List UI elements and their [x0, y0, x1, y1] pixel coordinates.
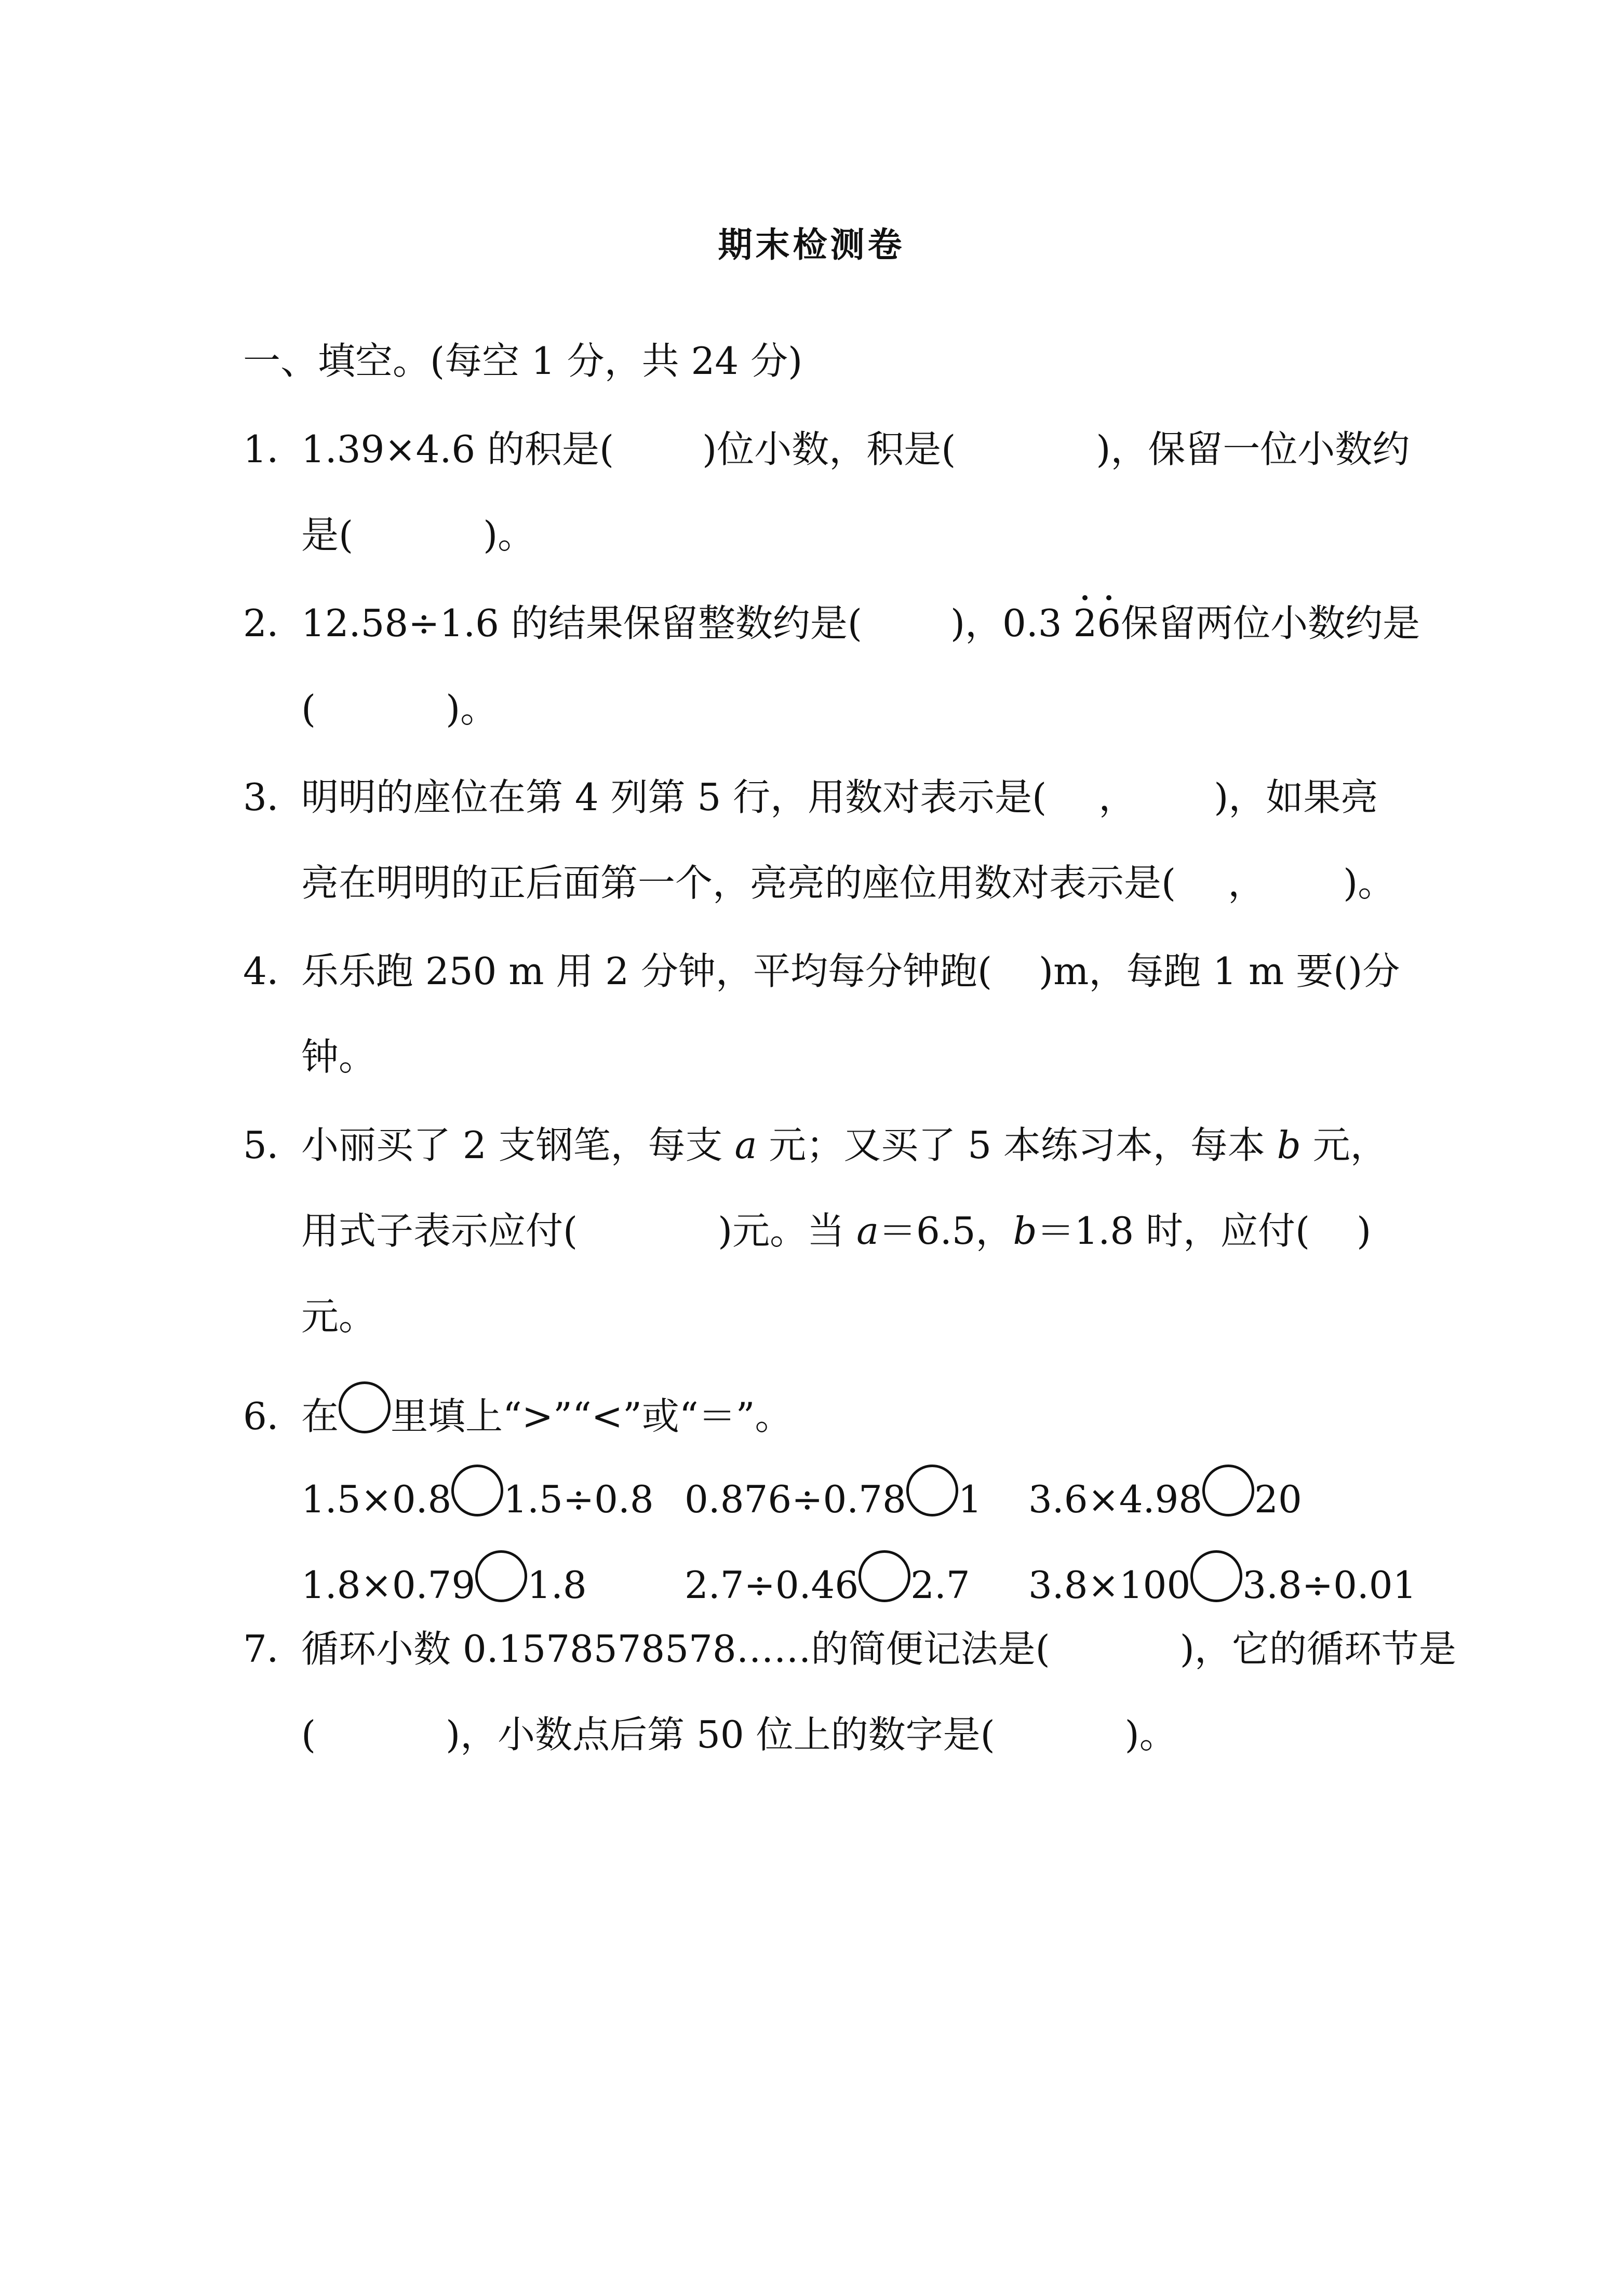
question-3-line-2: 亮在明明的正后面第一个，亮亮的座位用数对表示是( ， )。	[301, 861, 1396, 905]
question-number: 2．	[243, 601, 304, 645]
compare-circle-input[interactable]	[475, 1550, 527, 1602]
question-4-line-1: 4．乐乐跑 250 m 用 2 分钟，平均每分钟跑( )m，每跑 1 m 要()分	[243, 948, 1400, 995]
compare-circle-input[interactable]	[906, 1465, 958, 1516]
compare-item: 1.5×0.8 1.5÷0.8	[301, 1465, 654, 1523]
compare-item: 2.7÷0.46 2.7	[685, 1550, 970, 1608]
question-6-line-1: 6．在 里填上“>”“<”或“＝”。	[243, 1381, 793, 1440]
question-number: 6．	[243, 1394, 304, 1438]
repeating-digit-2: 2	[1074, 601, 1097, 645]
compare-circle-input[interactable]	[451, 1465, 503, 1516]
question-2-line-1: 2．12.58÷1.6 的结果保留整数约是( )，0.3 2 6 保留两位小数约是	[243, 600, 1420, 647]
question-4-line-2: 钟。	[301, 1035, 377, 1079]
compare-item: 3.8×100 3.8÷0.01	[1028, 1550, 1416, 1608]
question-number: 5．	[243, 1123, 304, 1167]
question-5-line-3: 元。	[301, 1295, 377, 1338]
question-number: 4．	[243, 949, 304, 993]
repeating-digit-6: 6	[1097, 601, 1121, 645]
question-5-line-1: 5．小丽买了 2 支钢笔，每支 a 元；又买了 5 本练习本，每本 b 元，	[243, 1122, 1388, 1169]
compare-item: 0.876÷0.78 1	[685, 1465, 982, 1523]
section-heading: 一、填空。(每空 1 分，共 24 分)	[243, 339, 803, 383]
question-7-line-2: ( )，小数点后第 50 位上的数字是( )。	[301, 1713, 1177, 1756]
page-title: 期末检测卷	[718, 225, 905, 265]
compare-circle-input[interactable]	[1202, 1465, 1254, 1516]
question-2-line-2: ( )。	[301, 687, 498, 731]
question-number: 3．	[243, 775, 304, 819]
repeat-dot-icon	[1082, 595, 1088, 600]
question-3-line-1: 3．明明的座位在第 4 列第 5 行，用数对表示是( ， )，如果亮	[243, 774, 1378, 821]
question-number: 7．	[243, 1627, 304, 1671]
compare-item: 1.8×0.79 1.8	[301, 1550, 587, 1608]
repeat-dot-icon	[1106, 595, 1111, 600]
circle-icon	[339, 1381, 391, 1433]
question-5-line-2: 用式子表示应付( )元。当 a＝6.5，b＝1.8 时，应付( )	[301, 1209, 1372, 1253]
question-1-line-1: 1．1.39×4.6 的积是( )位小数，积是( )，保留一位小数约	[243, 426, 1410, 473]
question-number: 1．	[243, 427, 304, 471]
compare-circle-input[interactable]	[859, 1550, 910, 1602]
compare-circle-input[interactable]	[1190, 1550, 1242, 1602]
compare-item: 3.6×4.98 20	[1028, 1465, 1302, 1523]
question-1-line-2: 是( )。	[301, 513, 535, 557]
question-7-line-1: 7．循环小数 0.1578578578……的简便记法是( )，它的循环节是	[243, 1626, 1456, 1672]
